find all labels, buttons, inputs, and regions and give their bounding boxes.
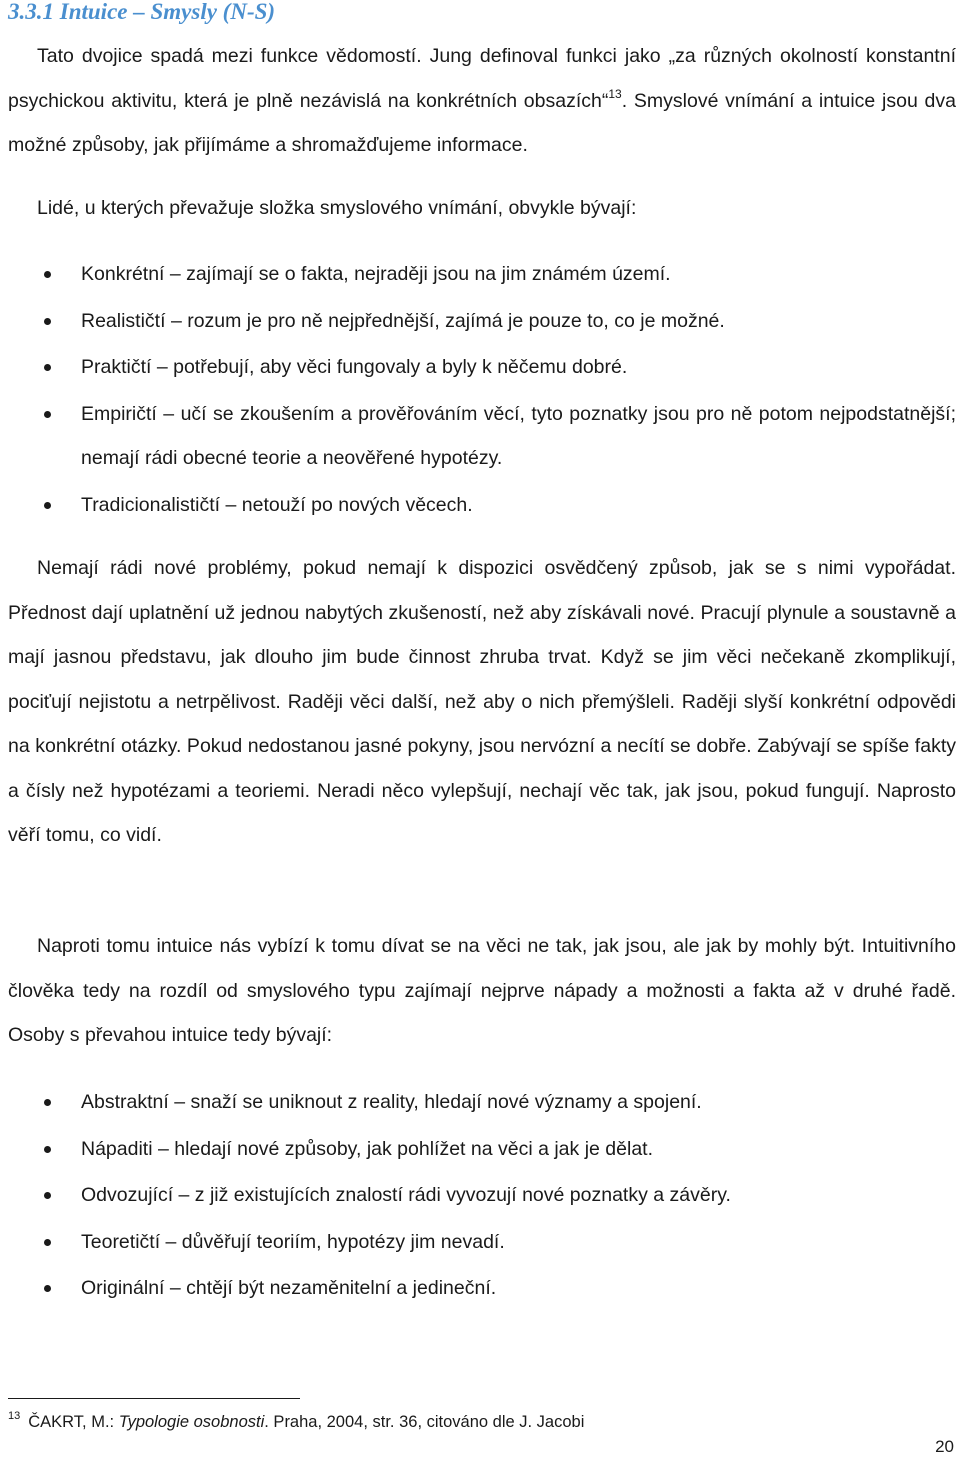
bullet-icon (44, 1239, 51, 1246)
list-item (0, 1127, 956, 1172)
intuition-traits-list (0, 1080, 956, 1313)
intro-text: Tato dvojice spadá mezi funkce vědomostí. Jung definoval funkci jako „za různých okolností konstantní psychickou aktivitu, která je plně nezávislá na konkrétních obsazích“ (8, 45, 956, 112)
footnote-reference[interactable]: 13 (608, 86, 622, 101)
footnote-number: 13 (8, 1410, 21, 1423)
bullet-icon (44, 1146, 51, 1153)
list-item-text: Konkrétní – zajímají se o fakta, nejraději jsou na jim známém území. (81, 263, 671, 285)
bullet-icon (44, 502, 51, 509)
list-item (0, 1173, 956, 1218)
bullet-icon (44, 1099, 51, 1106)
list-item-text: Tradicionalističtí – netouží po nových věcech. (81, 493, 473, 516)
page-number: 20 (935, 1437, 954, 1456)
list-item (0, 1080, 956, 1125)
bullet-icon (44, 1192, 51, 1199)
sensing-lead-paragraph: Lidé, u kterých převažuje složka smyslového vnímání, obvykle bývají: (37, 197, 637, 219)
list-item-text: Originální – chtějí být nezaměnitelní a jedineční. (81, 1277, 497, 1299)
bullet-icon (44, 318, 51, 325)
footnote (8, 1410, 584, 1434)
list-item-text: Abstraktní – snaží se uniknout z reality, hledají nové významy a spojení. (81, 1091, 702, 1113)
footnote-title: Typologie osobnosti (118, 1413, 265, 1431)
list-item (0, 345, 956, 390)
list-item (0, 1266, 956, 1311)
intuition-lead-paragraph: Naproti tomu intuice nás vybízí k tomu dívat se na věci ne tak, jak jsou, ale jak by mohly být. Intuitivního člověka tedy na rozdíl od smyslového typu zajímají nejprve nápady a možnosti a fakta až v druhé řadě. Osoby s převahou intuice tedy bývají: (8, 935, 956, 1046)
bullet-icon (44, 411, 51, 418)
list-item-text: Praktičtí – potřebují, aby věci fungovaly a byly k něčemu dobré. (81, 356, 628, 378)
list-item (0, 392, 956, 481)
list-item (0, 299, 956, 344)
list-item (0, 252, 956, 297)
footnote-source: . Praha, 2004, str. 36, citováno dle J. Jacobi (264, 1413, 585, 1431)
list-item-text: Nápaditi – hledají nové způsoby, jak pohlížet na věci a jak je dělat. (81, 1137, 653, 1160)
list-item-text: Realističtí – rozum je pro ně nejpřednější, zajímá je pouze to, co je možné. (81, 309, 725, 332)
bullet-icon (44, 364, 51, 371)
sensing-description-paragraph: Nemají rádi nové problémy, pokud nemají k dispozici osvědčený způsob, jak se s nimi vypořádat. Přednost dají uplatnění už jednou nabytých zkušeností, než aby získávali nové. Pracují plynule a soustavně a mají jasnou představu, jak dlouho jim bude činnost zhruba trvat. Když se jim věci nečekaně zkomplikují, pociťují nejistotu a netrpělivost. Raději věci další, než aby o nich přemýšleli. Raději slyší konkrétní odpovědi na konkrétní otázky. Pokud nedostanou jasné pokyny, jsou nervózní a necítí se dobře. Zabývají se spíše fakty a čísly než hypotézami a teoriemi. Neradi něco vylepšují, nechají věc tak, jak jsou, pokud fungují. Naprosto věří tomu, co vidí. (8, 557, 956, 846)
list-item (0, 1220, 956, 1265)
list-item-text: Teoretičtí – důvěřují teoriím, hypotézy jim nevadí. (81, 1230, 505, 1253)
list-item (0, 483, 956, 528)
list-item-text: Odvozující – z již existujících znalostí rádi vyvozují nové poznatky a závěry. (81, 1184, 731, 1206)
bullet-icon (44, 1285, 51, 1292)
footnote-author: ČAKRT, M.: (28, 1413, 119, 1431)
intro-paragraph (8, 34, 956, 168)
intro-text-continued: . Smyslové vnímání a intuice jsou dva možné způsoby, jak přijímáme a shromažďujeme informace. (8, 89, 956, 156)
sensing-traits-list (0, 252, 956, 529)
footnote-divider (8, 1398, 300, 1399)
section-heading: 3.3.1 Intuice – Smysly (N-S) (8, 0, 276, 24)
list-item-text: Empiričtí – učí se zkoušením a prověřováním věcí, tyto poznatky jsou pro ně potom nejpodstatnější; nemají rádi obecné teorie a neověřené hypotézy. (81, 402, 956, 469)
bullet-icon (44, 271, 51, 278)
